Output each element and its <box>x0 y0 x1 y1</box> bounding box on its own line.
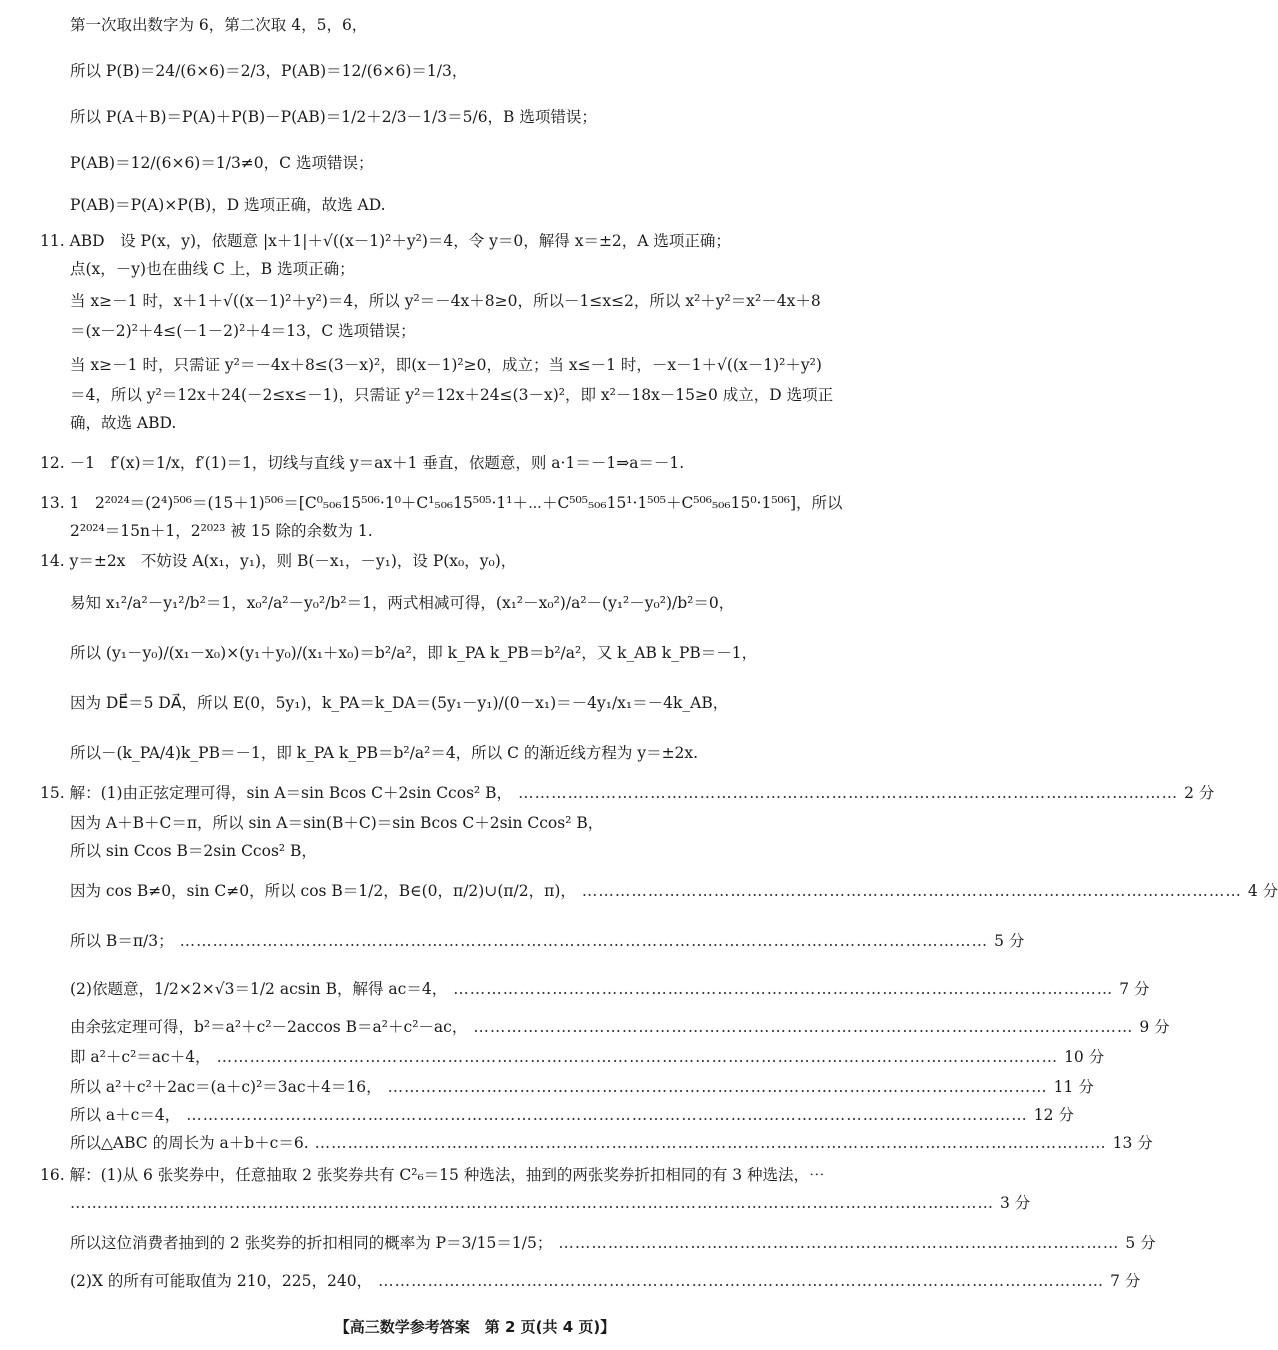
p16-line-1: 16. 解：(1)从 6 张奖券中，任意抽取 2 张奖券共有 C²₆＝15 种选法，抽到的两张奖券折扣相同的有 3 种选法，⋯ <box>40 1166 825 1184</box>
p14-line-1: 14. y＝±2x 不妨设 A(x₁，y₁)，则 B(－x₁，－y₁)，设 P(x₀，y₀)， <box>40 552 517 570</box>
p10-line-3: 所以 P(A＋B)＝P(A)＋P(B)－P(AB)＝1/2＋2/3－1/3＝5/6，B 选项错误； <box>70 108 597 126</box>
score-label: 9 分 <box>1139 1018 1170 1036</box>
p15-text-10: 所以 a＋c＝4， <box>70 1106 181 1124</box>
p15-text-6: (2)依题意，1/2×2×√3＝1/2 acsin B，解得 ac＝4， <box>70 980 448 998</box>
p12-line: 12. －1 f′(x)＝1/x，f′(1)＝1，切线与直线 y＝ax＋1 垂直，依题意，则 a·1＝－1⇒a＝－1. <box>40 454 685 472</box>
p11-line-3: 当 x≥－1 时，x＋1＋√((x－1)²＋y²)＝4，所以 y²＝－4x＋8≥0，所以－1≤x≤2，所以 x²＋y²＝x²－4x＋8 <box>70 292 821 310</box>
p14-line-3: 所以 (y₁－y₀)/(x₁－x₀)×(y₁＋y₀)/(x₁＋x₀)＝b²/a²，即 k_PA k_PB＝b²/a²，又 k_AB k_PB＝－1， <box>70 644 758 662</box>
score-label: 10 分 <box>1064 1048 1105 1066</box>
p14-line-2: 易知 x₁²/a²－y₁²/b²＝1，x₀²/a²－y₀²/b²＝1，两式相减可得，(x₁²－x₀²)/a²－(y₁²－y₀²)/b²＝0， <box>70 594 735 612</box>
leader-dots: …………………………………………………………………………………………………………………………………………………… <box>70 1194 994 1212</box>
p16-row-1b <box>70 1192 1031 1214</box>
p15-text-7: 由余弦定理可得，b²＝a²＋c²－2accos B＝a²＋c²－ac， <box>70 1018 468 1036</box>
p15-row-1 <box>40 782 1215 804</box>
p10-line-1: 第一次取出数字为 6，第二次取 4，5，6， <box>70 16 368 34</box>
leader-dots: …………………………………………………………………………………………………………………… <box>378 1272 1105 1290</box>
p15-text-11: 所以△ABC 的周长为 a＋b＋c＝6. <box>70 1134 309 1152</box>
p14-line-5: 所以－(k_PA/4)k_PB＝－1，即 k_PA k_PB＝b²/a²＝4，所以 C 的渐近线方程为 y＝±2x. <box>70 744 699 762</box>
p15-text-8: 即 a²＋c²＝ac＋4， <box>70 1048 211 1066</box>
leader-dots: ………………………………………………………………………………………… <box>558 1234 1120 1252</box>
score-label: 7 分 <box>1110 1272 1141 1290</box>
score-label: 3 分 <box>1000 1194 1031 1212</box>
p13-line-2: 2²⁰²⁴＝15n＋1，2²⁰²³ 被 15 除的余数为 1. <box>70 522 373 540</box>
score-label: 5 分 <box>994 932 1025 950</box>
leader-dots: ………………………………………………………………………………………………………… <box>453 980 1114 998</box>
p15-row-9 <box>70 1076 1094 1098</box>
p15-text-4: 因为 cos B≠0，sin C≠0，所以 cos B＝1/2，B∈(0，π/2)∪(π/2，π)， <box>70 882 576 900</box>
p16-text-3: (2)X 的所有可能取值为 210，225，240， <box>70 1272 373 1290</box>
p16-row-2 <box>70 1232 1156 1254</box>
p15-text-5: 所以 B＝π/3； <box>70 932 174 950</box>
p15-row-8 <box>70 1046 1105 1068</box>
p10-line-4: P(AB)＝12/(6×6)＝1/3≠0，C 选项错误； <box>70 154 374 172</box>
leader-dots: ………………………………………………………………………………………………………… <box>518 784 1179 802</box>
leader-dots: ……………………………………………………………………………………………………………………………………… <box>186 1106 1028 1124</box>
p11-line-7: 确，故选 ABD. <box>70 414 177 432</box>
leader-dots: ……………………………………………………………………………………………………………………………………… <box>216 1048 1059 1066</box>
p11-line-4: ＝(x－2)²＋4≤(－1－2)²＋4＝13，C 选项错误； <box>70 322 416 340</box>
p15-line-3: 所以 sin Ccos B＝2sin Ccos² B， <box>70 842 317 860</box>
p15-line-2: 因为 A＋B＋C＝π，所以 sin A＝sin(B＋C)＝sin Bcos C＋2sin Ccos² B， <box>70 814 604 832</box>
p15-row-10 <box>70 1104 1074 1126</box>
p11-line-5: 当 x≥－1 时，只需证 y²＝－4x＋8≤(3－x)²，即(x－1)²≥0，成立；当 x≤－1 时，－x－1＋√((x－1)²＋y²) <box>70 356 822 374</box>
score-label: 2 分 <box>1184 784 1215 802</box>
score-label: 4 分 <box>1247 882 1278 900</box>
leader-dots: ………………………………………………………………………………………………………… <box>387 1078 1048 1096</box>
p16-row-3 <box>70 1270 1141 1292</box>
p15-text-1: 15. 解：(1)由正弦定理可得，sin A＝sin Bcos C＋2sin Ccos² B， <box>40 784 513 802</box>
leader-dots: ………………………………………………………………………………………………………………………………… <box>179 932 989 950</box>
p15-row-6 <box>70 978 1150 1000</box>
p11-line-2: 点(x，－y)也在曲线 C 上，B 选项正确； <box>70 260 355 278</box>
score-label: 12 分 <box>1033 1106 1074 1124</box>
score-label: 11 分 <box>1053 1078 1094 1096</box>
p15-row-7 <box>70 1016 1170 1038</box>
p16-text-2: 所以这位消费者抽到的 2 张奖券的折扣相同的概率为 P＝3/15＝1/5； <box>70 1234 553 1252</box>
p15-row-5 <box>70 930 1025 952</box>
p11-line-1: 11. ABD 设 P(x，y)，依题意 |x＋1|＋√((x－1)²＋y²)＝4，令 y＝0，解得 x＝±2，A 选项正确； <box>40 232 731 250</box>
score-label: 13 分 <box>1112 1134 1153 1152</box>
score-label: 5 分 <box>1125 1234 1156 1252</box>
page-footer: 【高三数学参考答案 第 2 页(共 4 页)】 <box>334 1318 616 1336</box>
p11-line-6: ＝4，所以 y²＝12x＋24(－2≤x≤－1)，只需证 y²＝12x＋24≤(3－x)²，即 x²－18x－15≥0 成立，D 选项正 <box>70 386 834 404</box>
leader-dots: ………………………………………………………………………………………………………… <box>473 1018 1134 1036</box>
p10-line-5: P(AB)＝P(A)×P(B)，D 选项正确，故选 AD. <box>70 196 386 214</box>
leader-dots: ………………………………………………………………………………………………………… <box>581 882 1242 900</box>
p15-text-9: 所以 a²＋c²＋2ac＝(a＋c)²＝3ac＋4＝16， <box>70 1078 382 1096</box>
p14-line-4: 因为 DE⃗＝5 DA⃗，所以 E(0，5y₁)，k_PA＝k_DA＝(5y₁－y₁)/(0－x₁)＝－4y₁/x₁＝－4k_AB， <box>70 694 729 712</box>
p13-line-1: 13. 1 2²⁰²⁴＝(2⁴)⁵⁰⁶＝(15＋1)⁵⁰⁶＝[C⁰₅₀₆15⁵⁰⁶·1⁰＋C¹₅₀₆15⁵⁰⁵·1¹＋⋯＋C⁵⁰⁵₅₀₆15¹·1⁵⁰⁵＋C⁵⁰⁶₅₀₆15⁰·1⁵⁰⁶]，所以 <box>40 494 843 512</box>
p10-line-2: 所以 P(B)＝24/(6×6)＝2/3，P(AB)＝12/(6×6)＝1/3， <box>70 62 468 80</box>
leader-dots: ……………………………………………………………………………………………………………………………… <box>314 1134 1107 1152</box>
p15-row-11 <box>70 1132 1153 1154</box>
score-label: 7 分 <box>1119 980 1150 998</box>
p15-row-4 <box>70 880 1278 902</box>
